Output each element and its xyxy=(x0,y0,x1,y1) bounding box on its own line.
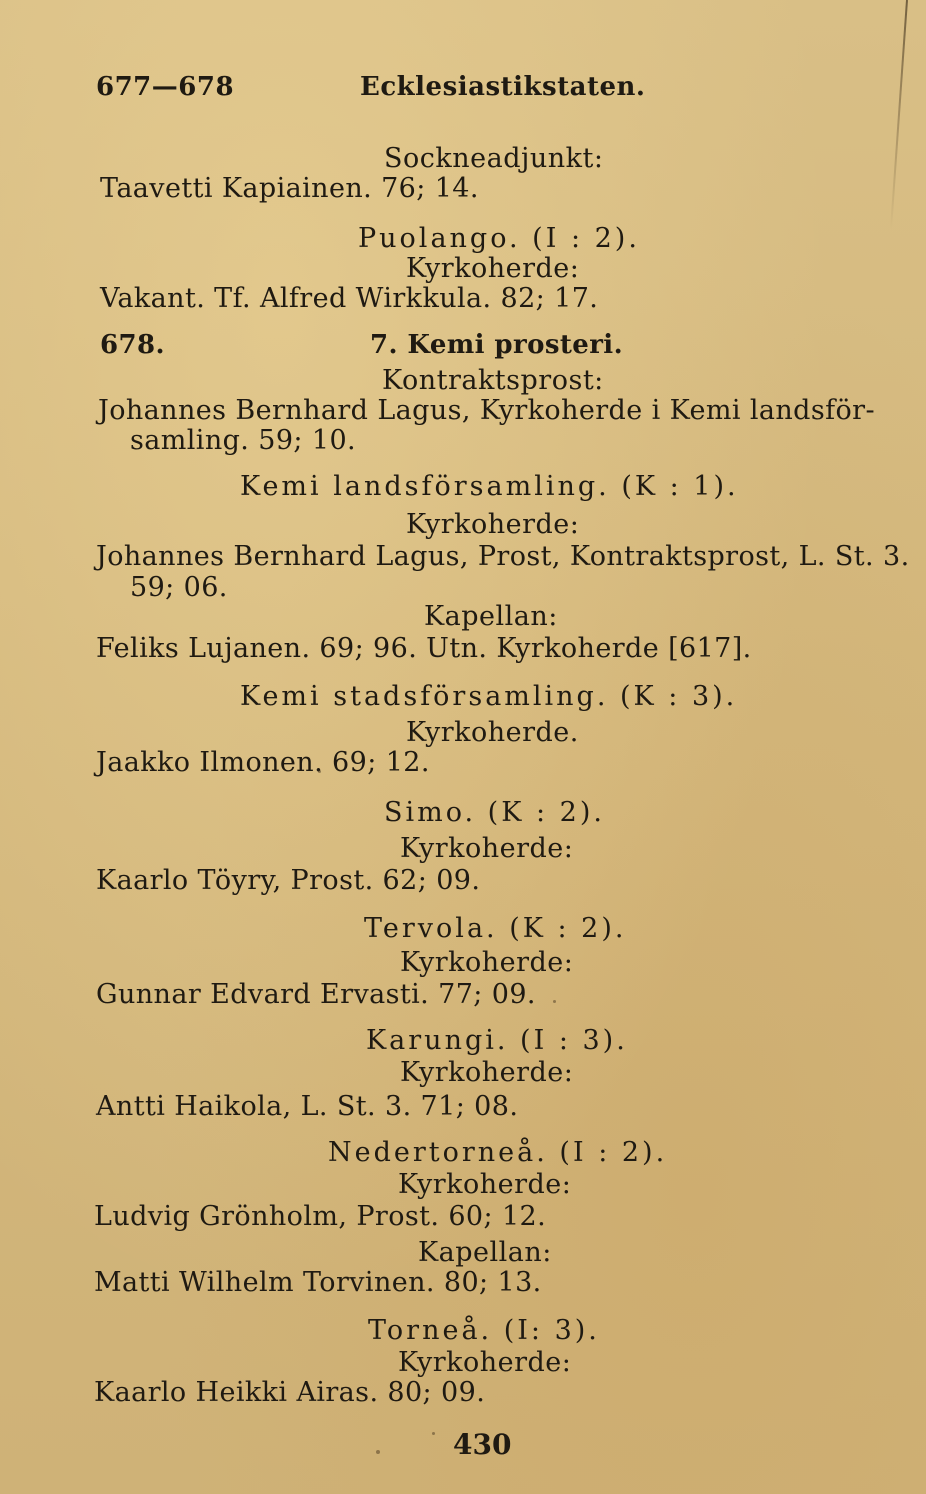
section-title-kemi-prosteri: 7. Kemi prosteri. xyxy=(370,330,624,360)
entry-kapiainen: Taavetti Kapiainen. 76; 14. xyxy=(100,173,479,204)
paper-speck xyxy=(432,1432,435,1435)
parish-puolango: Puolango. (I : 2). xyxy=(358,223,640,254)
heading-kontraktsprost: Kontraktsprost: xyxy=(382,365,604,396)
entry-vakant: Vakant. Tf. Alfred Wirkkula. 82; 17. xyxy=(100,283,599,314)
heading-kapellan: Kapellan: xyxy=(418,1237,552,1268)
entry-ervasti: Gunnar Edvard Ervasti. 77; 09. xyxy=(96,979,536,1010)
heading-kyrkoherde: Kyrkoherde. xyxy=(406,717,579,748)
paper-speck xyxy=(553,1000,556,1003)
header-page-range: 677—678 xyxy=(96,72,235,102)
entry-lagus-prost-line1: Johannes Bernhard Lagus, Prost, Kontraktsprost, L. St. 3. xyxy=(96,541,910,572)
heading-sockneadjunkt: Sockneadjunkt: xyxy=(384,143,604,174)
heading-kyrkoherde: Kyrkoherde: xyxy=(400,833,574,864)
parish-kemi-stadsforsamling: Kemi stadsförsamling. (K : 3). xyxy=(240,681,738,712)
entry-lagus-line2: samling. 59; 10. xyxy=(130,425,357,456)
header-title: Ecklesiastikstaten. xyxy=(360,72,646,102)
heading-kapellan: Kapellan: xyxy=(424,601,558,632)
heading-kyrkoherde: Kyrkoherde: xyxy=(400,1057,574,1088)
paper-speck xyxy=(318,770,321,773)
page-number: 430 xyxy=(453,1428,512,1461)
heading-kyrkoherde: Kyrkoherde: xyxy=(406,253,580,284)
page-edge-line xyxy=(890,0,908,230)
entry-lagus-prost-line2: 59; 06. xyxy=(130,572,228,603)
heading-kyrkoherde: Kyrkoherde: xyxy=(398,1347,572,1378)
entry-lujanen: Feliks Lujanen. 69; 96. Utn. Kyrkoherde [617]. xyxy=(96,633,752,664)
entry-airas: Kaarlo Heikki Airas. 80; 09. xyxy=(94,1377,486,1408)
entry-torvinen: Matti Wilhelm Torvinen. 80; 13. xyxy=(94,1267,542,1298)
parish-tervola: Tervola. (K : 2). xyxy=(364,913,627,944)
parish-karungi: Karungi. (I : 3). xyxy=(366,1025,628,1056)
entry-lagus-line1: Johannes Bernhard Lagus, Kyrkoherde i Kemi landsför- xyxy=(98,395,875,426)
paper-speck xyxy=(376,1450,380,1454)
entry-haikola: Antti Haikola, L. St. 3. 71; 08. xyxy=(96,1091,519,1122)
entry-ilmonen: Jaakko Ilmonen. 69; 12. xyxy=(96,747,430,778)
heading-kyrkoherde: Kyrkoherde: xyxy=(406,509,580,540)
entry-gronholm: Ludvig Grönholm, Prost. 60; 12. xyxy=(94,1201,547,1232)
heading-kyrkoherde: Kyrkoherde: xyxy=(398,1169,572,1200)
parish-tornea: Torneå. (I: 3). xyxy=(368,1315,600,1346)
entry-toyry: Kaarlo Töyry, Prost. 62; 09. xyxy=(96,865,481,896)
running-header xyxy=(96,72,646,112)
parish-kemi-landsforsamling: Kemi landsförsamling. (K : 1). xyxy=(240,471,739,502)
section-number: 678. xyxy=(100,330,165,360)
heading-kyrkoherde: Kyrkoherde: xyxy=(400,947,574,978)
parish-nedertornea: Nedertorneå. (I : 2). xyxy=(328,1137,668,1168)
parish-simo: Simo. (K : 2). xyxy=(384,797,605,828)
